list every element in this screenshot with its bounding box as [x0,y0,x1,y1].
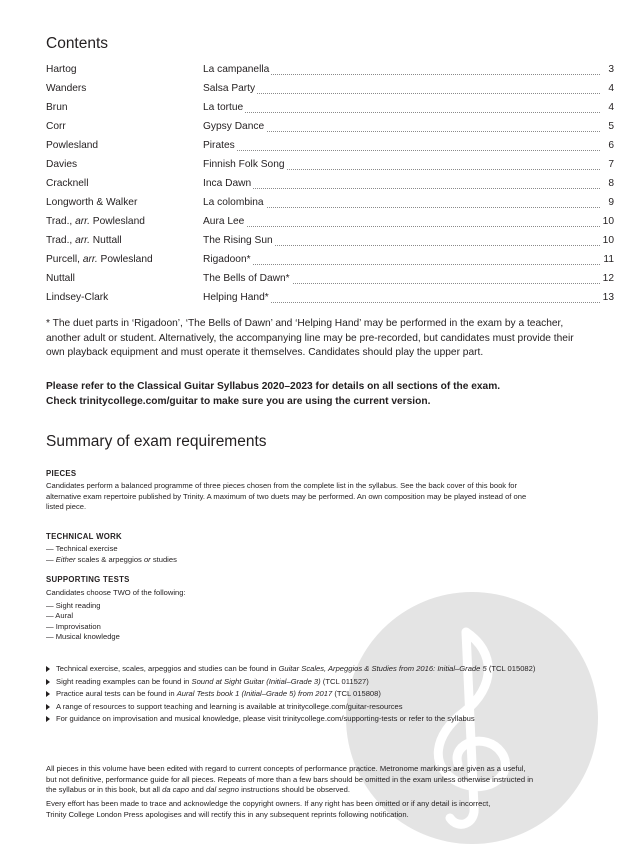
toc-page: 8 [608,178,614,189]
toc-title: La tortue [203,102,244,113]
contents-table [46,61,614,308]
list-item: — Aural [46,611,74,621]
list-item: Technical exercise, scales, arpeggios and studies can be found in Guitar Scales, Arpeggios & Studies from 2016: Initial–Grade 5 (TCL 015082) [46,664,606,677]
pieces-text: Candidates perform a balanced programme of three pieces chosen from the complete list in the syllabus. See the back cover of this book for alternative exam repertoire published by Trinity. A maximum of two duets may be performed. An own composition may be played instead of one listed piece. [46,481,527,512]
technical-work-heading: TECHNICAL WORK [46,532,122,541]
triangle-bullet-icon [46,716,50,722]
toc-leader [203,112,600,113]
toc-row [46,270,614,289]
toc-composer: Lindsey-Clark [46,292,109,303]
supporting-tests-heading: SUPPORTING TESTS [46,575,130,584]
toc-page: 3 [608,64,614,75]
toc-composer: Trad., arr. Powlesland [46,216,145,227]
toc-composer: Wanders [46,83,87,94]
list-item: Practice aural tests can be found in Aural Tests book 1 (Initial–Grade 5) from 2017 (TCL 015808) [46,689,606,702]
toc-leader [203,226,600,227]
toc-composer: Trad., arr. Nuttall [46,235,122,246]
toc-row [46,118,614,137]
toc-composer: Davies [46,159,78,170]
syllabus-reference: Please refer to the Classical Guitar Syllabus 2020–2023 for details on all sections of the exam. Check trinitycollege.com/guitar to make sure you are using the current version. [46,381,501,407]
toc-title: Finnish Folk Song [203,159,285,170]
triangle-bullet-icon [46,704,50,710]
toc-row [46,137,614,156]
toc-page: 7 [608,159,614,170]
triangle-bullet-icon [46,666,50,672]
toc-composer: Corr [46,121,66,132]
list-item: A range of resources to support teaching and learning is available at trinitycollege.com/guitar-resources [46,702,606,715]
toc-row [46,194,614,213]
toc-page: 10 [602,235,614,246]
toc-composer: Nuttall [46,273,75,284]
toc-title: La colombina [203,197,264,208]
duet-footnote: * The duet parts in ‘Rigadoon’, ‘The Bells of Dawn’ and ‘Helping Hand’ may be performed in the exam by a teacher, another adult or student. Alternatively, the accompanying line may be pre-recorded, but candidates must provide their own playback equipment and must operate it themselves. Candidates should play the upper part. [46,318,574,359]
toc-page: 4 [608,83,614,94]
technical-work-list [46,544,177,565]
toc-page: 13 [602,292,614,303]
toc-row [46,251,614,270]
toc-composer: Longworth & Walker [46,197,138,208]
toc-title: Helping Hand* [203,292,269,303]
toc-composer: Hartog [46,64,77,75]
toc-title: The Rising Sun [203,235,273,246]
list-item: — Improvisation [46,621,101,631]
summary-heading: Summary of exam requirements [46,433,267,450]
toc-leader [203,150,600,151]
toc-title: The Bells of Dawn* [203,273,290,284]
toc-leader [203,93,600,94]
toc-row [46,99,614,118]
editorial-note: All pieces in this volume have been edited with regard to current concepts of performance practice. Metronome markings are given as a useful, but not definitive, performance guide for all pieces. Repeats of more than a few bars should be omitted in the exam unless otherwise instructed in the syllabus or in this book, but all da capo and dal segno instructions should be observed. [46,764,534,795]
toc-row [46,213,614,232]
toc-composer: Purcell, arr. Powlesland [46,254,153,265]
toc-composer: Powlesland [46,140,99,151]
toc-row [46,175,614,194]
list-item: — Technical exercise [46,544,118,553]
copyright-note: Every effort has been made to trace and acknowledge the copyright owners. If any right has been omitted or if any detail is incorrect, Trinity College London Press apologises and will rectify this in any subsequent reprints following notification. [46,799,491,819]
toc-page: 11 [603,254,614,265]
toc-page: 12 [602,273,614,284]
toc-title: La campanella [203,64,270,75]
toc-page: 6 [608,140,614,151]
toc-row [46,61,614,80]
toc-title: Rigadoon* [203,254,251,265]
toc-page: 9 [608,197,614,208]
resources-list [46,664,606,727]
triangle-bullet-icon [46,691,50,697]
toc-leader [203,264,600,265]
toc-row [46,80,614,99]
toc-title: Aura Lee [203,216,245,227]
toc-row [46,289,614,308]
list-item: Sight reading examples can be found in Sound at Sight Guitar (Initial–Grade 3) (TCL 011527) [46,677,606,690]
toc-leader [203,188,600,189]
list-item: — Sight reading [46,600,101,610]
toc-page: 10 [602,216,614,227]
triangle-bullet-icon [46,679,50,685]
toc-row [46,232,614,251]
list-item: — Either scales & arpeggios or studies [46,554,177,564]
toc-composer: Brun [46,102,68,113]
toc-row [46,156,614,175]
toc-title: Pirates [203,140,235,151]
toc-title: Salsa Party [203,83,256,94]
pieces-heading: PIECES [46,469,77,478]
list-item: — Musical knowledge [46,632,120,642]
toc-title: Gypsy Dance [203,121,265,132]
contents-heading: Contents [46,35,109,52]
toc-title: Inca Dawn [203,178,252,189]
supporting-tests-list: Candidates choose TWO of the following: — Sight reading — Aural — Improvisation — Musical knowledge [46,588,186,642]
toc-page: 5 [608,121,614,132]
list-item: For guidance on improvisation and musical knowledge, please visit trinitycollege.com/supporting-tests or refer to the syllabus [46,714,606,727]
toc-page: 4 [608,102,614,113]
toc-composer: Cracknell [46,178,89,189]
